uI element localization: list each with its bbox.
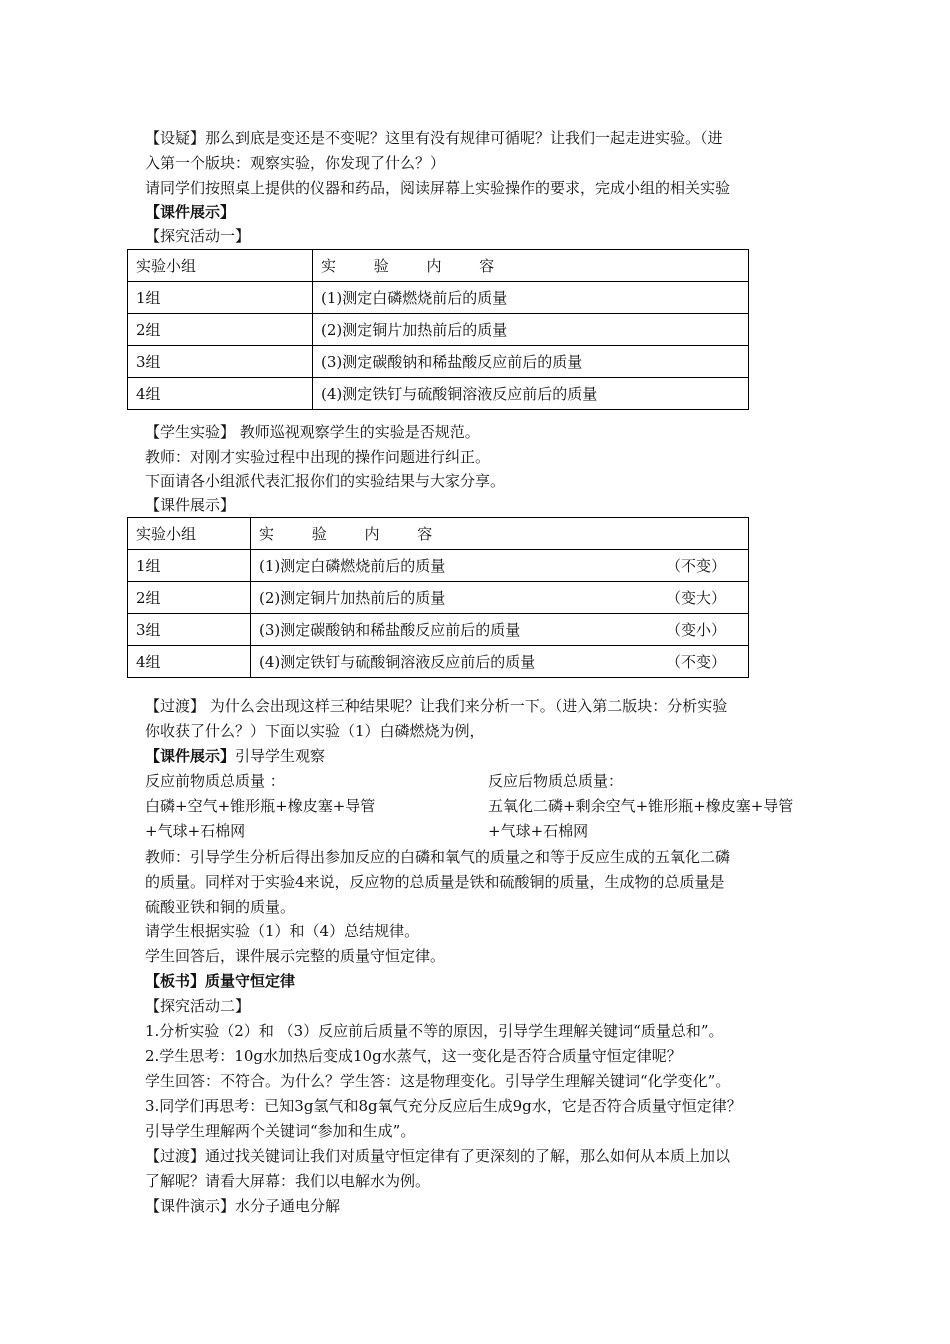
row-group: 3组: [128, 346, 313, 378]
row-group: 4组: [128, 646, 251, 678]
transition-line-4: 了解呢？请看大屏幕：我们以电解水为例。: [145, 1172, 431, 1190]
before-title: 反应前物质总质量 ：: [145, 772, 285, 790]
kejian-heading-3: [145, 744, 325, 768]
row-group: 1组: [128, 550, 251, 582]
transition-line-2: 你收获了什么？）下面以实验（1）白磷燃烧为例，: [145, 722, 485, 740]
before-line-1: 白磷+空气+锥形瓶+橡皮塞+导管: [145, 797, 376, 815]
row-group: 1组: [128, 282, 313, 314]
table-row: [128, 314, 749, 346]
header-group: 实验小组: [128, 250, 313, 282]
question-3-answer: 引导学生理解两个关键词“参加和生成”。: [145, 1122, 416, 1140]
question-2-answer: 学生回答：不符合。为什么？学生答：这是物理变化。引导学生理解关键词“化学变化”。: [145, 1072, 731, 1090]
table-row: [128, 378, 749, 410]
row-content-text: (4)测定铁钉与硫酸铜溶液反应前后的质量: [259, 653, 536, 671]
row-content: (2)测定铜片加热前后的质量: [313, 314, 749, 346]
table-row: [128, 550, 749, 582]
row-content: (1)测定白磷燃烧前后的质量: [313, 282, 749, 314]
row-content: [251, 550, 749, 582]
intro-line-2: 入第一个版块：观察实验，你发现了什么？）: [145, 154, 446, 172]
header-content: 实 验 内 容: [251, 518, 749, 550]
table-row: [128, 346, 749, 378]
kejian-heading-2: 【课件展示】: [145, 496, 236, 514]
table-header-row: [128, 518, 749, 550]
row-content: [251, 614, 749, 646]
question-3: 3.同学们再思考：已知3g氢气和8g氧气充分反应后生成9g水，它是否符合质量守恒定律？: [145, 1097, 742, 1115]
after-line-2: +气球+石棉网: [488, 822, 589, 840]
question-2: 2.学生思考：10g水加热后变成10g水蒸气，这一变化是否符合质量守恒定律呢？: [145, 1047, 682, 1065]
transition-line-1: 【过渡】 为什么会出现这样三种结果呢？让我们来分析一下。（进入第二版块：分析实验: [145, 697, 728, 715]
table-row: [128, 614, 749, 646]
question-1: 1.分析实验（2）和 （3）反应前后质量不等的原因，引导学生理解关键词“质量总和”。: [145, 1022, 724, 1040]
row-content: [251, 582, 749, 614]
report-line: 下面请各小组派代表汇报你们的实验结果与大家分享。: [145, 472, 506, 490]
kejian-tag: 【课件展示】: [145, 747, 236, 765]
row-content-text: (3)测定碳酸钠和稀盐酸反应前后的质量: [259, 621, 521, 639]
table-header-row: [128, 250, 749, 282]
row-result: （不变）: [665, 557, 726, 575]
header-content: 实 验 内 容: [313, 250, 749, 282]
intro-line-1: 【设疑】那么到底是变还是不变呢？这里有没有规律可循呢？让我们一起走进实验。（进: [145, 129, 723, 147]
experiment-table-2: [127, 517, 749, 678]
answer-line: 学生回答后，课件展示完整的质量守恒定律。: [145, 947, 446, 965]
experiment-table-1: [127, 249, 749, 410]
board-title: 【板书】质量守恒定律: [145, 972, 296, 990]
row-result: （变大）: [665, 589, 726, 607]
after-line-1: 五氧化二磷+剩余空气+锥形瓶+橡皮塞+导管: [488, 797, 794, 815]
row-content-text: (2)测定铜片加热前后的质量: [259, 589, 446, 607]
table-row: [128, 282, 749, 314]
teacher-correction-line: 教师：对刚才实验过程中出现的操作问题进行纠正。: [145, 448, 491, 466]
demo-line: 【课件演示】水分子通电分解: [145, 1197, 341, 1215]
header-group: 实验小组: [128, 518, 251, 550]
row-content: (3)测定碳酸钠和稀盐酸反应前后的质量: [313, 346, 749, 378]
row-group: 2组: [128, 582, 251, 614]
tanjiu-heading-2: 【探究活动二】: [145, 997, 251, 1015]
table-row: [128, 582, 749, 614]
table-row: [128, 646, 749, 678]
row-group: 2组: [128, 314, 313, 346]
intro-line-3: 请同学们按照桌上提供的仪器和药品，阅读屏幕上实验操作的要求，完成小组的相关实验: [145, 179, 731, 197]
teacher-line-3: 硫酸亚铁和铜的质量。: [145, 898, 296, 916]
teacher-line-1: 教师：引导学生分析后得出参加反应的白磷和氧气的质量之和等于反应生成的五氧化二磷: [145, 848, 731, 866]
row-result: （不变）: [665, 653, 726, 671]
before-line-2: +气球+石棉网: [145, 822, 246, 840]
tanjiu-heading-1: 【探究活动一】: [145, 227, 251, 245]
row-content: [251, 646, 749, 678]
kejian-heading-1: 【课件展示】: [145, 203, 236, 221]
kejian-text: 引导学生观察: [235, 747, 326, 765]
teacher-line-2: 的质量。同样对于实验4来说，反应物的总质量是铁和硫酸铜的质量，生成物的总质量是: [145, 873, 725, 891]
student-experiment-line: 【学生实验】 教师巡视观察学生的实验是否规范。: [145, 423, 480, 441]
transition-line-3: 【过渡】通过找关键词让我们对质量守恒定律有了更深刻的了解，那么如何从本质上加以: [145, 1147, 731, 1165]
row-content: (4)测定铁钉与硫酸铜溶液反应前后的质量: [313, 378, 749, 410]
row-content-text: (1)测定白磷燃烧前后的质量: [259, 557, 446, 575]
summary-line: 请学生根据实验（1）和（4）总结规律。: [145, 922, 420, 940]
row-group: 3组: [128, 614, 251, 646]
row-result: （变小）: [665, 621, 726, 639]
row-group: 4组: [128, 378, 313, 410]
after-title: 反应后物质总质量：: [488, 772, 624, 790]
